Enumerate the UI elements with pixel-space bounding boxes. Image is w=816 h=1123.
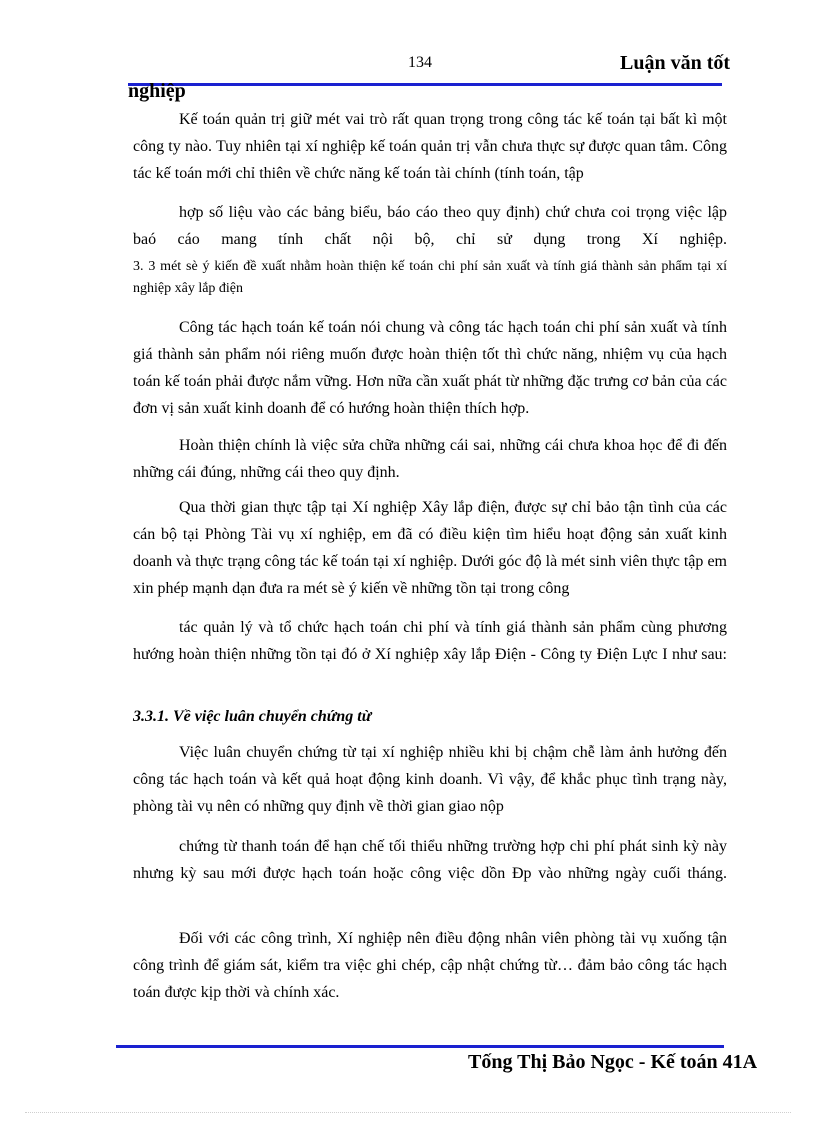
header-title-wrap: nghiệp — [128, 80, 186, 102]
header-rule — [128, 83, 722, 86]
section-paragraph-3: Đối với các công trình, Xí nghiệp nên điều động nhân viên phòng tài vụ xuống tận công trình để giám sát, kiểm tra việc ghi chép, cập nhật chứng từ… đảm bảo công tác hạch toán được kịp thời và chính xác. — [133, 930, 727, 1001]
paragraph-4: Hoàn thiện chính là việc sửa chữa những cái sai, những cái chưa khoa học để đi đến những cái đúng, những cái theo quy định. — [133, 437, 727, 481]
section-paragraph-2: chứng từ thanh toán để hạn chế tối thiểu những trường hợp chi phí phát sinh kỳ này nhưng kỳ sau mới được hạch toán hoặc công việc dồn Đp vào những ngày cuối tháng. — [133, 838, 727, 882]
footer-rule — [116, 1045, 724, 1048]
paragraph-3: Công tác hạch toán kế toán nói chung và công tác hạch toán chi phí sản xuất và tính giá thành sản phẩm nói riêng muốn được hoàn thiện tốt thì chức năng, nhiệm vụ của hạch toán kế toán phải được nắm vững. Hơn nữa cần xuất phát từ những đặc trưng cơ bản của các đơn vị sản xuất kinh doanh để có hướng hoàn thiện thích hợp. — [133, 319, 727, 417]
footer-author: Tống Thị Bảo Ngọc - Kế toán 41A — [468, 1051, 758, 1073]
paragraph-5: Qua thời gian thực tập tại Xí nghiệp Xây lắp điện, được sự chỉ bảo tận tình của các cán bộ tại Phòng Tài vụ xí nghiệp, em đã có điều kiện tìm hiểu hoạt động sản xuất kinh doanh và thực trạng công tác kế toán tại xí nghiệp. Dưới góc độ là mét sinh viên thực tập em xin phép mạnh dạn đưa ra mét sè ý kiến về những tồn tại trong công — [133, 499, 727, 597]
paragraph-1: Kế toán quản trị giữ mét vai trò rất quan trọng trong công tác kế toán tại bất kì một công ty nào. Tuy nhiên tại xí nghiệp kế toán quản trị vẫn chưa thực sự được quan tâm. Công tác kế toán mới chỉ thiên về chức năng kế toán tài chính (tính toán, tập — [133, 111, 727, 182]
section-paragraph-1: Việc luân chuyển chứng từ tại xí nghiệp nhiều khi bị chậm chễ làm ảnh hưởng đến công tác hạch toán và kết quả hoạt động kinh doanh. Vì vậy, để khắc phục tình trạng này, phòng tài vụ nên có những quy định về thời gian giao nộp — [133, 744, 727, 815]
subsection-3-3-title: 3. 3 mét sè ý kiến đề xuất nhằm hoàn thiện kế toán chi phí sản xuất và tính giá thành sản phẩm tại xí nghiệp xây lắp điện — [133, 259, 727, 296]
section-heading: 3.3.1. Về việc luân chuyển chứng từ — [133, 708, 372, 725]
paragraph-6: tác quản lý và tổ chức hạch toán chi phí và tính giá thành sản phẩm cùng phương hướng hoàn thiện những tồn tại đó ở Xí nghiệp xây lắp Điện - Công ty Điện Lực I như sau: — [133, 619, 727, 663]
page-number: 134 — [408, 54, 432, 71]
header-title: Luận văn tốt — [620, 52, 731, 74]
page-edge-dots — [25, 1112, 791, 1113]
paragraph-2: hợp số liệu vào các bảng biểu, báo cáo theo quy định) chứ chưa coi trọng việc lập baó cáo mang tính chất nội bộ, chỉ sử dụng trong Xí nghiệp. — [133, 204, 727, 248]
